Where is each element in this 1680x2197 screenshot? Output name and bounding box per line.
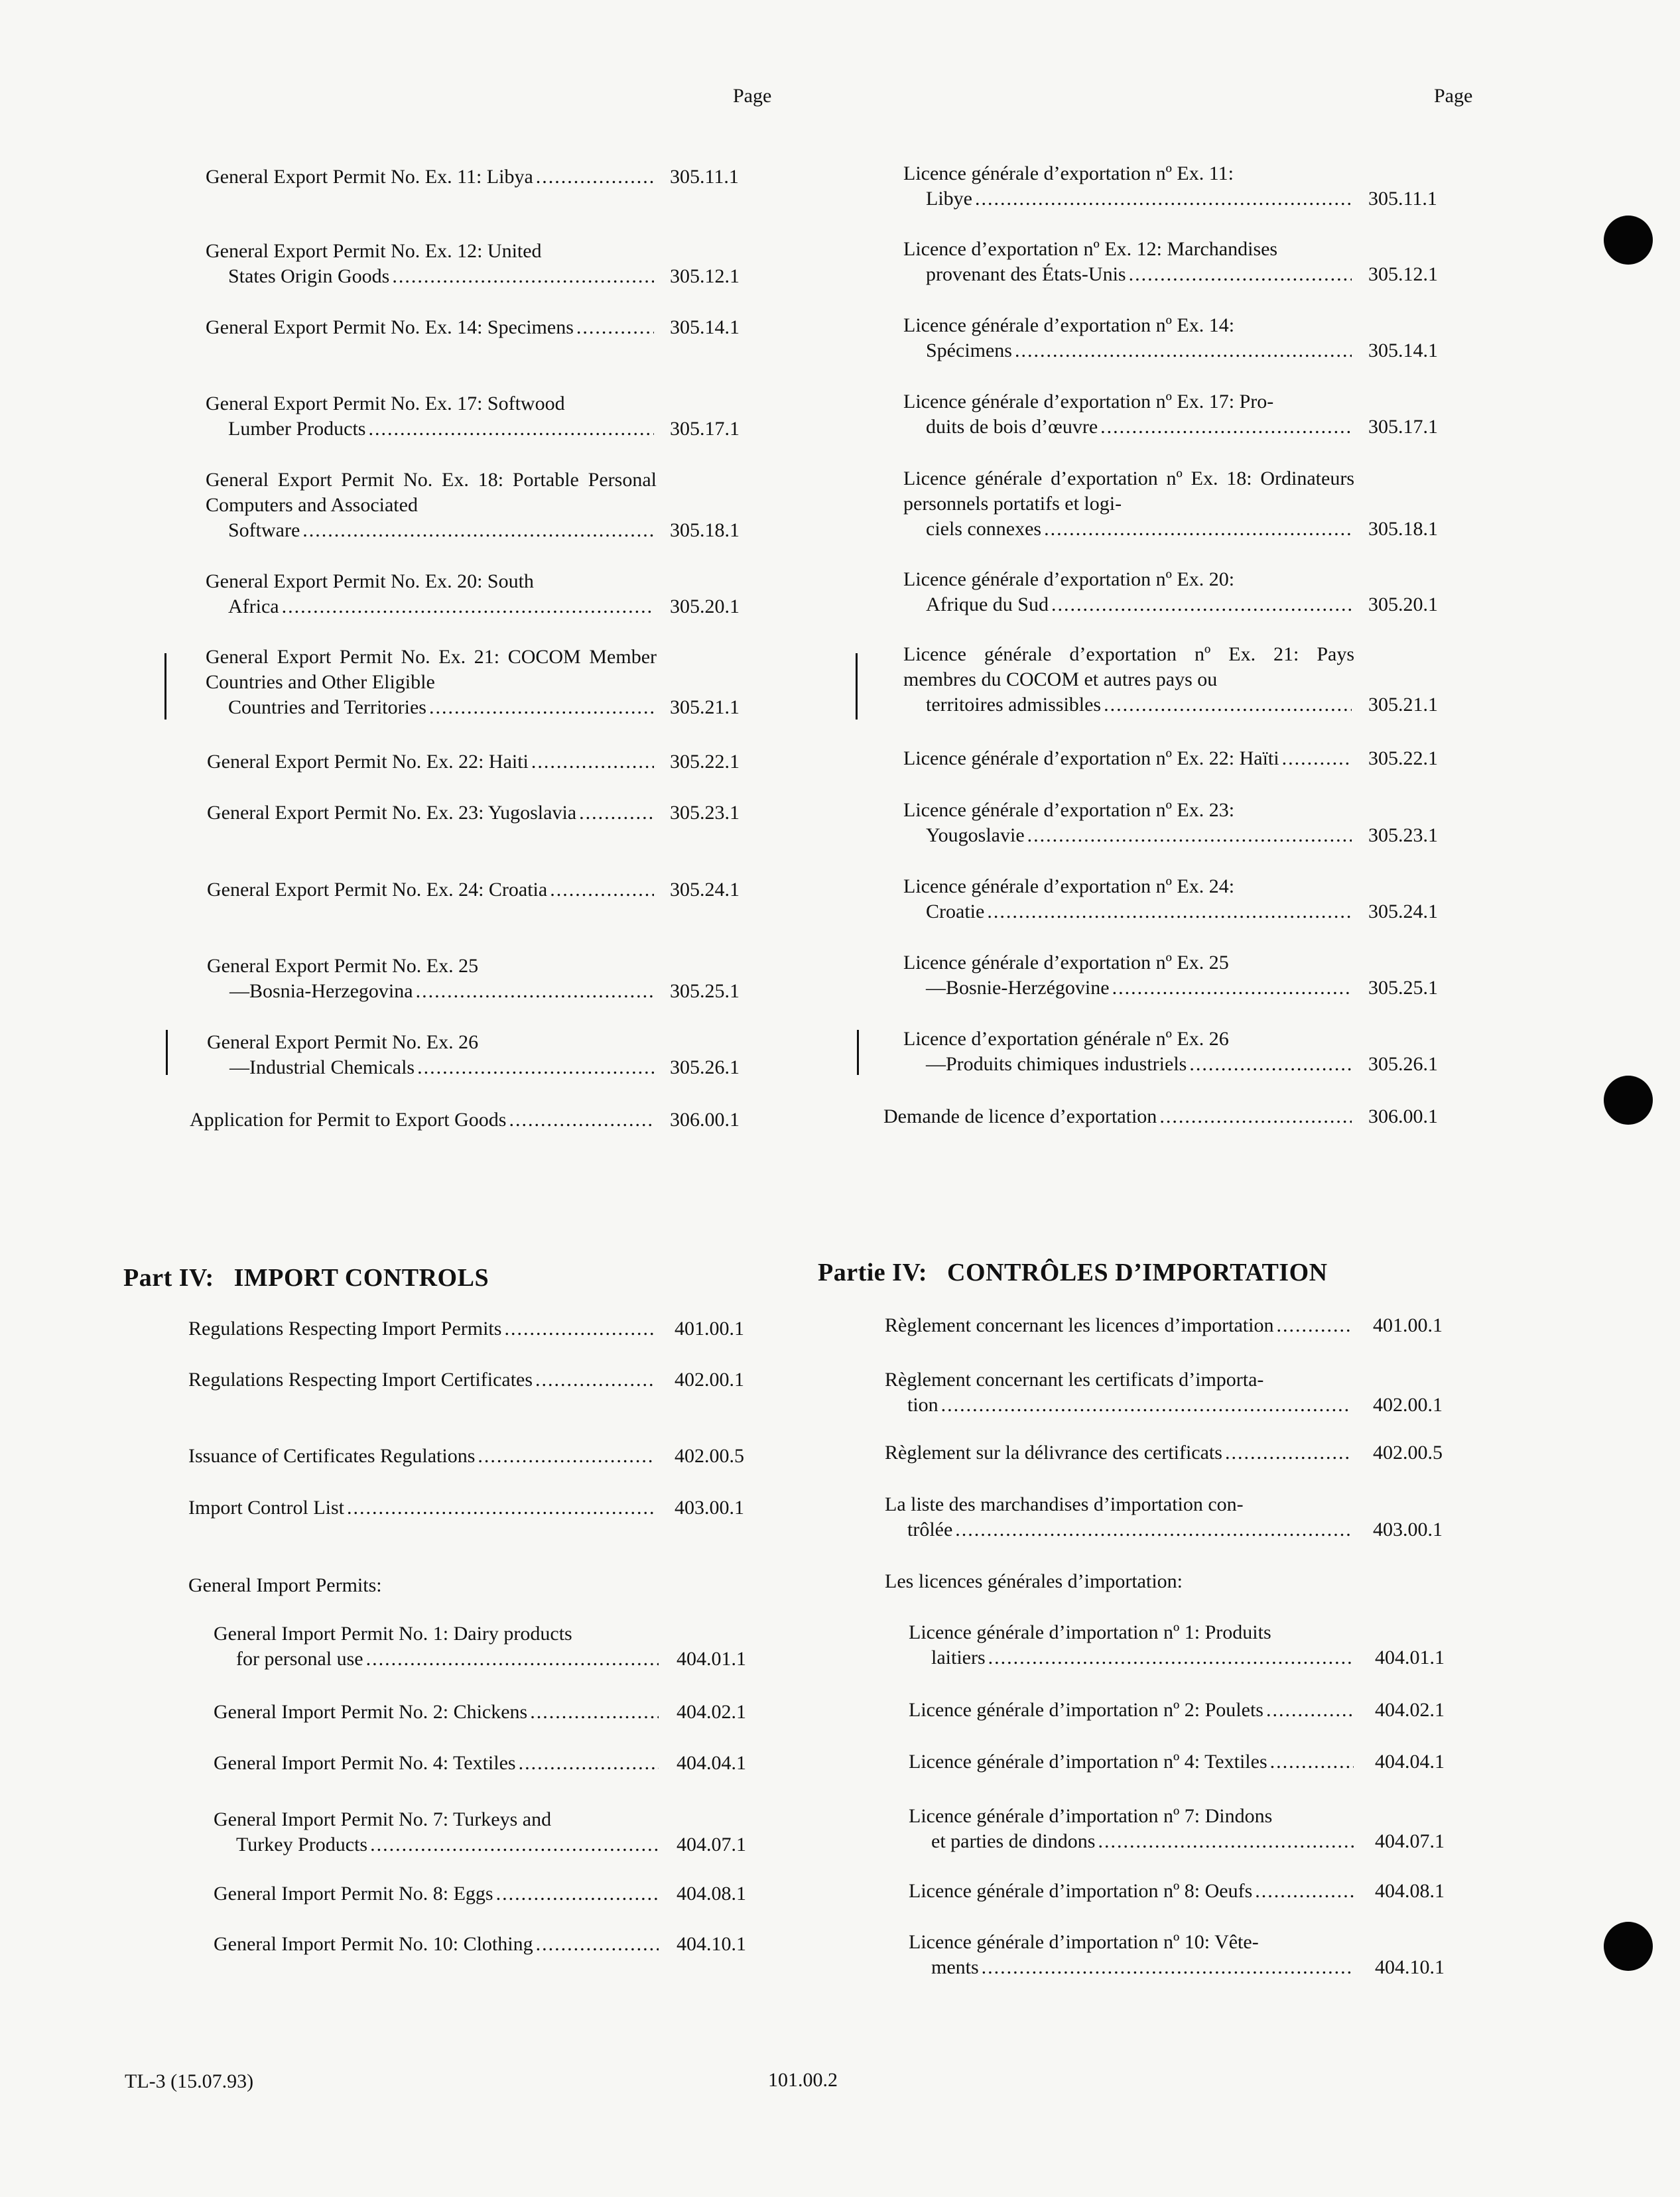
toc-entry [903,798,1438,848]
toc-entry-title-text: territoires admissibles [926,694,1102,716]
toc-entry-title-text: Licence générale d’importation nº 8: Oeufs [909,1880,1253,1902]
dot-leader [1276,1313,1352,1338]
toc-entry-page: 305.12.1 [1368,263,1438,285]
toc-entry [188,1367,744,1393]
toc-entry-title-text: Règlement sur la délivrance des certificats [885,1442,1222,1464]
dot-leader [368,416,654,442]
dot-leader [496,1881,659,1907]
toc-entry-title-text: ciels connexes [926,518,1042,540]
toc-entry-page: 402.00.5 [675,1445,744,1467]
toc-entry [885,1440,1443,1466]
revision-bar [166,1030,168,1075]
toc-entry [207,877,740,903]
toc-entry [903,950,1438,1001]
toc-entry-title [188,1444,657,1469]
toc-entry [909,1804,1445,1854]
toc-entry-title-text: —Bosnia-Herzegovina [229,980,413,1002]
toc-entry [188,1316,744,1342]
toc-entry-page: 404.08.1 [677,1883,746,1905]
dot-leader [1015,338,1352,363]
section-title-en: Part IV: IMPORT CONTROLS [123,1264,489,1292]
toc-entry [903,389,1438,440]
toc-entry [909,1930,1445,1980]
toc-entry-title-text: trôlée [907,1519,953,1540]
dot-leader [550,877,654,903]
dot-leader [955,1517,1352,1542]
punch-hole [1604,1922,1653,1971]
dot-leader [429,695,654,720]
toc-entry-title-lead: Licence générale d’exportation nº Ex. 23: [903,799,1235,821]
toc-entry-title-lead: General Import Permit No. 7: Turkeys and [214,1808,552,1830]
toc-entry-title-text: —Bosnie-Herzégovine [926,977,1110,999]
toc-entry-title-text: Croatie [926,901,985,922]
toc-entry [188,1444,744,1469]
toc-entry-page: 305.12.1 [670,265,740,287]
toc-entry-page: 402.00.5 [1373,1442,1443,1464]
dot-leader [987,899,1352,924]
toc-entry-title-text: Licence générale d’importation nº 2: Poulets [909,1699,1263,1721]
toc-entry-title-text: Regulations Respecting Import Certificates [188,1369,533,1391]
toc-entry-title-lead: Licence générale d’exportation nº Ex. 24: [903,875,1235,897]
toc-entry-title [188,1316,657,1342]
toc-entry-page: 305.23.1 [670,802,740,824]
page-header-left: Page [733,85,772,107]
toc-entry-title-text: States Origin Goods [228,265,390,287]
toc-entry-page: 305.18.1 [1368,518,1438,540]
toc-entry [206,315,740,340]
toc-entry-title-text: provenant des États-Unis [926,263,1126,285]
toc-entry-title [206,645,657,720]
toc-entry-title [207,800,657,826]
dot-leader [579,800,654,826]
toc-entry-title [207,954,657,1004]
toc-entry [903,313,1438,363]
footer-revision: TL-3 (15.07.93) [125,2070,254,2092]
toc-entry-title-lead: La liste des marchandises d’importation con- [885,1493,1244,1515]
toc-entry-title [207,749,657,775]
toc-entry-title-lead: General Export Permit No. Ex. 21: COCOM Member Countries and Other Eligible [206,646,657,693]
toc-entry-title-text: Licence générale d’exportation nº Ex. 22: Haïti [903,747,1279,769]
toc-entry [903,466,1438,542]
toc-entry-page: 305.17.1 [670,418,740,440]
toc-entry [188,1495,744,1521]
toc-entry-title-text: General Export Permit No. Ex. 22: Haiti [207,751,529,773]
toc-entry-title [214,1807,661,1857]
dot-leader [370,1832,659,1857]
toc-entry-title [909,1804,1356,1854]
toc-entry-title-text: General Export Permit No. Ex. 24: Croatia [207,879,548,901]
toc-entry-page: 402.00.1 [675,1369,744,1391]
dot-leader [576,315,654,340]
toc-entry-title [903,950,1354,1001]
toc-entry-title-text: Regulations Respecting Import Permits [188,1318,502,1340]
toc-entry-page: 404.01.1 [1375,1647,1445,1668]
toc-entry-title-text: ments [931,1956,979,1978]
toc-entry-title-lead: General Export Permit No. Ex. 26 [207,1031,479,1053]
toc-entry-page: 401.00.1 [1373,1314,1443,1336]
toc-entry-page: 401.00.1 [675,1318,744,1340]
toc-entry-title-text: General Import Permit No. 8: Eggs [214,1883,493,1905]
toc-entry-title-lead: General Export Permit No. Ex. 12: United [206,240,542,262]
toc-entry-title [885,1440,1354,1466]
toc-entry [214,1881,746,1907]
toc-entry-title [903,567,1354,617]
toc-entry-page: 305.26.1 [670,1056,740,1078]
toc-entry-title-lead: Licence générale d’exportation nº Ex. 11: [903,162,1234,184]
toc-entry [909,1620,1445,1670]
toc-entry-title [206,315,657,340]
dot-leader [416,979,654,1004]
toc-entry-title [206,391,657,442]
toc-entry [214,1932,746,1957]
toc-entry [903,642,1438,718]
toc-entry-title-lead: Licence d’exportation générale nº Ex. 26 [903,1028,1229,1050]
revision-bar [856,653,858,720]
toc-entry-title-text: Countries and Territories [228,696,426,718]
toc-entry-title [206,164,657,190]
toc-entry [214,1621,746,1672]
toc-entry-title [885,1313,1354,1338]
toc-entry-title-lead: Licence générale d’importation nº 1: Produits [909,1621,1271,1643]
dot-leader [536,1932,659,1957]
toc-entry-title-lead: Licence générale d’exportation nº Ex. 17: Pro- [903,391,1274,412]
dot-leader [1051,592,1352,617]
toc-entry-title [207,877,657,903]
toc-entry [909,1698,1445,1723]
toc-entry-title-lead: General Export Permit No. Ex. 17: Softwood [206,393,565,414]
dot-leader [392,264,654,289]
toc-entry-page: 305.24.1 [1368,901,1438,922]
toc-entry-title [214,1751,661,1776]
dot-leader [975,186,1352,212]
toc-entry-page: 404.02.1 [677,1701,746,1723]
toc-entry-page: 305.11.1 [1368,188,1437,210]
dot-leader [1044,517,1352,542]
toc-entry [909,1749,1445,1775]
toc-entry [207,1030,740,1080]
toc-entry-title [903,1027,1354,1077]
dot-leader [509,1107,654,1133]
toc-entry-title [190,1107,657,1133]
toc-entry-title [214,1932,661,1957]
toc-entry-page: 305.24.1 [670,879,740,901]
punch-hole [1604,216,1653,265]
toc-entry-page: 305.14.1 [670,316,740,338]
toc-entry-title-text: General Export Permit No. Ex. 14: Specimens [206,316,574,338]
toc-entry [206,239,740,289]
toc-entry-title [903,642,1354,718]
toc-entry-page: 404.04.1 [1375,1751,1445,1773]
toc-entry-title [903,237,1354,287]
toc-entry-title-lead: Licence générale d’exportation nº Ex. 18: Ordinateurs personnels portatifs et logi- [903,468,1354,515]
toc-entry-title [885,1367,1354,1418]
toc-entry-title-text: Software [228,519,300,541]
dot-leader [1027,823,1352,848]
dot-leader [535,1367,654,1393]
toc-entry-page: 403.00.1 [1373,1519,1443,1540]
toc-entry-page: 305.17.1 [1368,416,1438,438]
toc-entry-title [188,1367,657,1393]
toc-entry-title-lead: General Import Permit No. 1: Dairy products [214,1623,572,1645]
dot-leader [1100,414,1352,440]
toc-entry-title [909,1879,1356,1904]
toc-entry-page: 306.00.1 [670,1109,740,1131]
dot-leader [302,518,654,543]
dot-leader [519,1751,659,1776]
toc-entry-title [903,389,1354,440]
toc-entry-title-text: et parties de dindons [931,1830,1096,1852]
toc-entry-title-text: Import Control List [188,1497,344,1519]
dot-leader [1159,1104,1352,1129]
toc-entry [909,1879,1445,1904]
revision-bar [857,1030,859,1075]
toc-entry-title-text: Libye [926,188,972,210]
toc-entry-title-text: General Import Permit No. 10: Clothing [214,1933,533,1955]
dot-leader [941,1393,1352,1418]
toc-entry-title [909,1930,1356,1980]
toc-entry-title-text: Demande de licence d’exportation [883,1105,1157,1127]
dot-leader [1255,1879,1354,1904]
toc-entry-title [909,1749,1356,1775]
toc-entry-title-lead: Licence d’exportation nº Ex. 12: Marchandises [903,238,1278,260]
dot-leader [478,1444,654,1469]
toc-entry-title [214,1881,661,1907]
toc-entry-title [206,468,657,543]
toc-entry-title-text: Règlement concernant les licences d’importation [885,1314,1274,1336]
toc-entry [207,954,740,1004]
dot-leader [347,1495,654,1521]
toc-entry-page: 305.21.1 [1368,694,1438,716]
dot-leader [1270,1749,1354,1775]
toc-entry-page: 305.14.1 [1368,340,1438,361]
toc-entry-title [206,569,657,619]
toc-entry [207,800,740,826]
toc-entry [903,874,1438,924]
toc-entry-page: 305.26.1 [1368,1053,1438,1075]
toc-entry [207,749,740,775]
toc-entry-title [909,1698,1356,1723]
toc-entry [214,1807,746,1857]
toc-entry-title-text: laitiers [931,1647,986,1668]
punch-hole [1604,1076,1653,1125]
dot-leader [530,1700,659,1725]
toc-entry-page: 305.25.1 [1368,977,1438,999]
toc-entry-page: 305.11.1 [670,166,739,188]
dot-leader [1104,692,1352,718]
toc-entry [206,164,739,190]
toc-entry [883,1104,1438,1129]
toc-entry-title-text: Turkey Products [236,1834,368,1855]
toc-entry [214,1751,746,1776]
toc-entry-title-text: General Import Permit No. 2: Chickens [214,1701,528,1723]
toc-entry [206,645,740,720]
dot-leader [1189,1052,1352,1077]
revision-bar [164,653,166,720]
toc-entry-page: 305.22.1 [670,751,740,773]
dot-leader [1112,975,1352,1001]
toc-entry [903,237,1438,287]
toc-entry [206,569,740,619]
toc-entry-title [903,798,1354,848]
toc-entry [903,1027,1438,1077]
toc-entry [885,1313,1443,1338]
toc-entry-title [903,746,1354,771]
dot-leader [366,1647,659,1672]
toc-entry-title-text: General Export Permit No. Ex. 23: Yugoslavia [207,802,577,824]
dot-leader [1282,746,1352,771]
section-title-fr: Partie IV: CONTRÔLES D’IMPORTATION [818,1259,1328,1287]
toc-entry [206,468,740,543]
toc-entry-page: 404.04.1 [677,1752,746,1774]
toc-entry-title-text: for personal use [236,1648,363,1670]
toc-entry-page: 305.25.1 [670,980,740,1002]
toc-entry-title-text: Africa [228,596,279,617]
toc-entry-page: 305.20.1 [1368,594,1438,615]
toc-entry-title-text: Lumber Products [228,418,366,440]
toc-entry [214,1700,746,1725]
toc-entry-title [909,1620,1356,1670]
toc-entry-title-lead: Licence générale d’importation nº 10: Vête- [909,1931,1259,1953]
toc-entry-page: 404.02.1 [1375,1699,1445,1721]
toc-entry-page: 403.00.1 [675,1497,744,1519]
toc-entry-title-text: tion [907,1394,938,1416]
toc-entry-title-text: Yougoslavie [926,824,1025,846]
dot-leader [504,1316,654,1342]
toc-entry-page: 402.00.1 [1373,1394,1443,1416]
toc-entry [885,1492,1443,1542]
toc-entry-page: 305.20.1 [670,596,740,617]
page-header-right: Page [1434,85,1473,107]
dot-leader [531,749,654,775]
toc-entry [190,1107,740,1133]
toc-entry [885,1367,1443,1418]
toc-entry-title-lead: General Export Permit No. Ex. 20: South [206,570,534,592]
toc-entry-title-lead: Règlement concernant les certificats d’importa- [885,1369,1264,1391]
toc-entry-title-lead: Licence générale d’importation nº 7: Dindons [909,1805,1273,1827]
toc-entry-title-text: General Import Permit No. 4: Textiles [214,1752,516,1774]
gip-heading-en: General Import Permits: [188,1574,382,1596]
toc-entry-title [207,1030,657,1080]
toc-entry-page: 306.00.1 [1368,1105,1438,1127]
toc-entry-title [188,1495,657,1521]
dot-leader [1225,1440,1352,1466]
toc-entry-title [903,466,1354,542]
toc-entry-title [214,1700,661,1725]
toc-entry-title [903,313,1354,363]
toc-entry-title [903,874,1354,924]
toc-entry [903,567,1438,617]
toc-entry [903,746,1438,771]
toc-entry-title [883,1104,1354,1129]
toc-entry-title-text: —Industrial Chemicals [229,1056,415,1078]
toc-entry-title-lead: General Export Permit No. Ex. 18: Portable Personal Computers and Associated [206,469,657,516]
toc-entry-title-lead: Licence générale d’exportation nº Ex. 20: [903,568,1235,590]
toc-entry-title [903,161,1354,212]
toc-entry-title [885,1492,1354,1542]
toc-entry-page: 404.10.1 [677,1933,746,1955]
toc-entry-page: 305.23.1 [1368,824,1438,846]
dot-leader [1098,1829,1354,1854]
toc-entry-page: 404.08.1 [1375,1880,1445,1902]
toc-entry-title [214,1621,661,1672]
toc-entry-page: 404.10.1 [1375,1956,1445,1978]
toc-entry-page: 404.01.1 [677,1648,746,1670]
toc-entry-page: 305.22.1 [1368,747,1438,769]
toc-entry-title-text: Application for Permit to Export Goods [190,1109,507,1131]
toc-entry-title [206,239,657,289]
toc-entry-page: 404.07.1 [677,1834,746,1855]
dot-leader [417,1055,654,1080]
toc-entry-title-text: Afrique du Sud [926,594,1049,615]
toc-entry-title-text: Licence générale d’importation nº 4: Textiles [909,1751,1267,1773]
dot-leader [536,164,654,190]
toc-entry-title-lead: General Export Permit No. Ex. 25 [207,955,479,977]
toc-entry-title-text: duits de bois d’œuvre [926,416,1098,438]
toc-entry-title-text: Issuance of Certificates Regulations [188,1445,476,1467]
toc-entry-page: 404.07.1 [1375,1830,1445,1852]
dot-leader [282,594,654,619]
toc-entry-title-text: Spécimens [926,340,1012,361]
dot-leader [988,1645,1354,1670]
footer-page-number: 101.00.2 [768,2069,838,2091]
toc-entry-title-lead: Licence générale d’exportation nº Ex. 25 [903,952,1229,973]
toc-entry [206,391,740,442]
toc-entry-page: 305.21.1 [670,696,740,718]
toc-entry-title-text: —Produits chimiques industriels [926,1053,1187,1075]
dot-leader [1129,262,1352,287]
gip-heading-fr: Les licences générales d’importation: [885,1570,1183,1592]
toc-entry-title-text: General Export Permit No. Ex. 11: Libya [206,166,533,188]
toc-entry-title-lead: Licence générale d’exportation nº Ex. 14: [903,314,1235,336]
dot-leader [982,1955,1354,1980]
toc-entry-page: 305.18.1 [670,519,740,541]
toc-entry [903,161,1437,212]
toc-entry-title-lead: Licence générale d’exportation nº Ex. 21: Pays membres du COCOM et autres pays ou [903,643,1354,690]
dot-leader [1266,1698,1354,1723]
